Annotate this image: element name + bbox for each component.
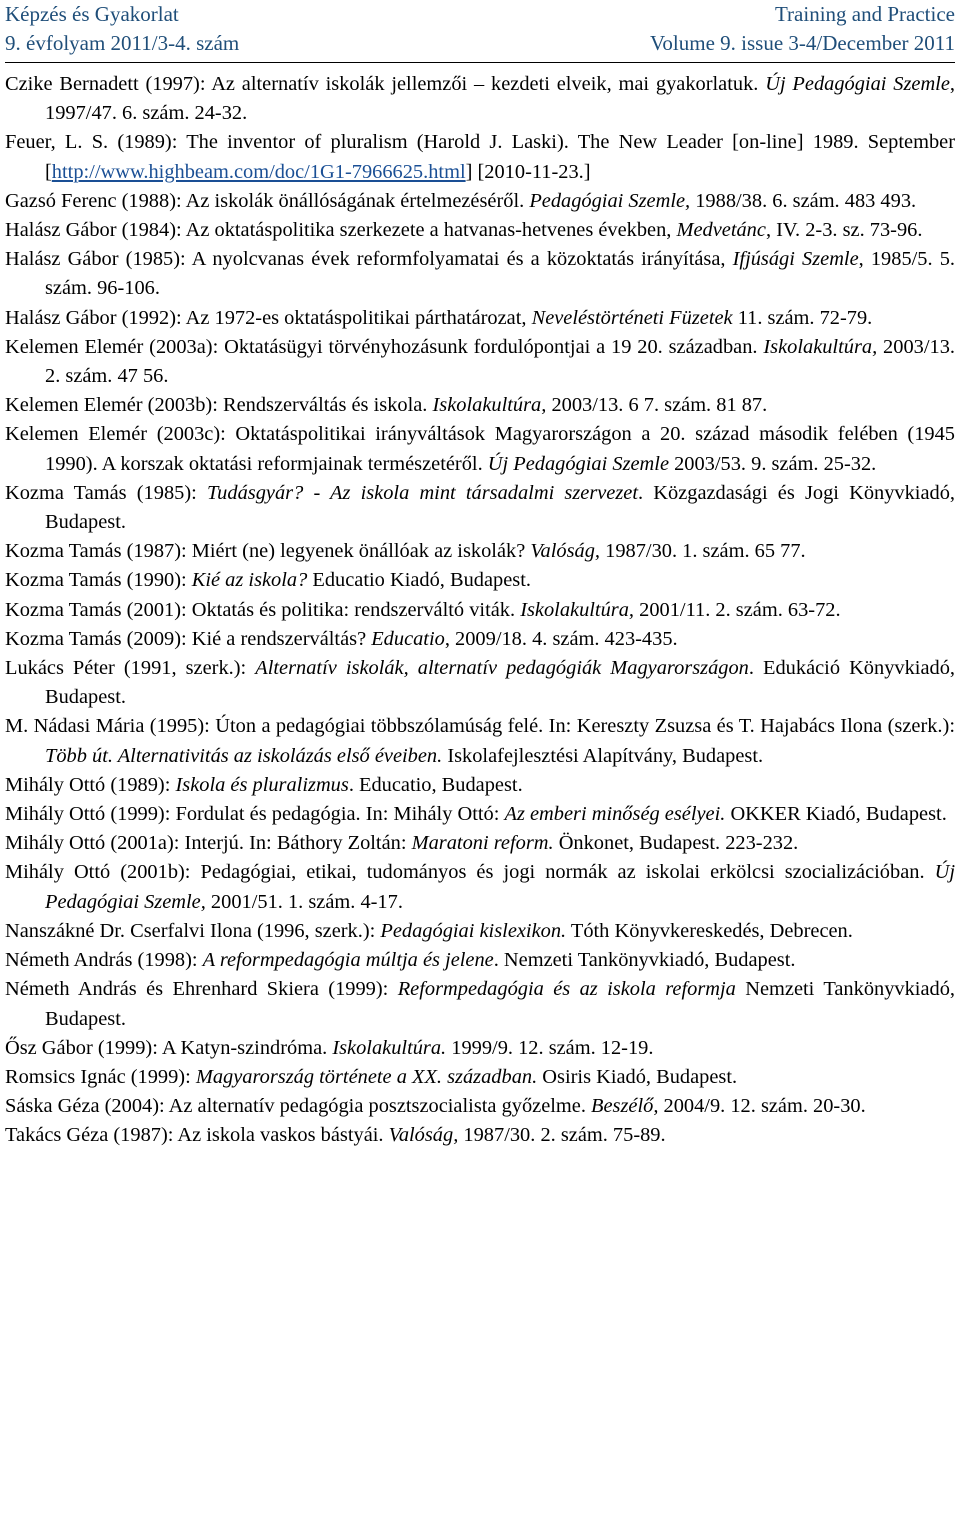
issue-info-en: Volume 9. issue 3-4/December 2011 [649, 31, 955, 55]
reference-text: Takács Géza (1987): Az iskola vaskos bástyái. [5, 1124, 389, 1147]
reference-text: Nanszákné Dr. Cserfalvi Ilona (1996, szerk.): [5, 919, 381, 942]
journal-title-en: Training and Practice [774, 2, 955, 26]
reference-text: Németh András (1998): [5, 949, 203, 972]
issue-info-hu: 9. évfolyam 2011/3-4. szám [5, 31, 240, 55]
reference-item [5, 858, 955, 916]
reference-text: Ősz Gábor (1999): A Katyn-szindróma. [5, 1036, 333, 1059]
reference-italic-title: Iskolakultúra, [520, 598, 635, 621]
reference-italic-title: Iskolakultúra. [332, 1036, 447, 1059]
reference-item [5, 712, 955, 770]
reference-text: Kozma Tamás (2009): Kié a rendszerváltás? [5, 627, 372, 650]
reference-text: Feuer, L. S. (1989): The inventor of pluralism (Harold J. Laski). The New Leader [on-line] 1989. September [ [5, 131, 955, 183]
reference-list [5, 70, 955, 1151]
reference-item [5, 800, 955, 829]
reference-item [5, 128, 955, 186]
header-row-1 [5, 0, 955, 29]
reference-item [5, 1034, 955, 1063]
reference-italic-title: Több út. Alternativitás az iskolázás első éveiben. [45, 744, 443, 767]
reference-item [5, 1121, 955, 1150]
reference-text: Kelemen Elemér (2003b): Rendszerváltás és iskola. [5, 394, 433, 417]
reference-text: . Educatio, Budapest. [348, 773, 523, 796]
reference-item [5, 596, 955, 625]
reference-text: Kozma Tamás (1987): Miért (ne) legyenek önállóak az iskolák? [5, 540, 531, 563]
reference-italic-title: Ifjúsági Szemle [732, 248, 859, 271]
reference-item [5, 829, 955, 858]
reference-italic-title: A reformpedagógia múltja és jelene [202, 949, 494, 972]
reference-item [5, 70, 955, 128]
reference-item [5, 245, 955, 303]
reference-item [5, 1092, 955, 1121]
reference-italic-title: Iskolakultúra, [763, 335, 878, 358]
reference-text: 11. szám. 72-79. [732, 306, 873, 329]
reference-italic-title: Medvetánc [676, 219, 766, 242]
reference-italic-title: Maratoni reform. [411, 832, 554, 855]
reference-text: 2001/11. 2. szám. 63-72. [634, 598, 841, 621]
reference-text: . Edukáció Könyvkiadó, Budapest. [45, 657, 955, 709]
reference-item [5, 946, 955, 975]
reference-text: 2004/9. 12. szám. 20-30. [658, 1095, 866, 1118]
reference-text: Önkonet, Budapest. 223-232. [553, 832, 799, 855]
reference-italic-title: Új Pedagógiai Szemle [765, 73, 950, 95]
reference-text: OKKER Kiadó, Budapest. [725, 803, 947, 826]
reference-item [5, 187, 955, 216]
reference-item [5, 654, 955, 712]
reference-text: 1987/30. 1. szám. 65 77. [600, 540, 806, 563]
reference-item [5, 391, 955, 420]
reference-text: Kelemen Elemér (2003c): Oktatáspolitikai irányváltások Magyarországon a 20. század második felében (1945 1990). A korszak oktatási reformjainak természetéről. [5, 423, 955, 475]
reference-text: Németh András és Ehrenhard Skiera (1999): [5, 978, 398, 1001]
reference-italic-title: Neveléstörténeti Füzetek [531, 306, 733, 329]
reference-text: Halász Gábor (1984): Az oktatáspolitika szerkezete a hatvanas-hetvenes években, [5, 219, 677, 242]
reference-text: Educatio Kiadó, Budapest. [307, 569, 531, 592]
reference-text: . Nemzeti Tankönyvkiadó, Budapest. [493, 949, 796, 972]
page-header [5, 0, 955, 58]
reference-text: Mihály Ottó (2001b): Pedagógiai, etikai, tudományos és jogi normák az iskolai erkölcsi szocializációban. [5, 861, 935, 884]
reference-italic-title: Reformpedagógia és az iskola reformja [397, 978, 736, 1001]
reference-italic-title: Magyarország története a XX. században. [195, 1065, 538, 1088]
reference-item [5, 216, 955, 245]
reference-text: Osiris Kiadó, Budapest. [537, 1065, 738, 1088]
reference-italic-title: Iskola és pluralizmus [175, 773, 349, 796]
reference-text: , 1997/47. 6. szám. 24-32. [45, 73, 955, 125]
journal-title-hu: Képzés és Gyakorlat [5, 2, 179, 26]
reference-item [5, 479, 955, 537]
reference-text: Kozma Tamás (1990): [5, 569, 192, 592]
reference-text: Romsics Ignác (1999): [5, 1065, 196, 1088]
reference-item [5, 771, 955, 800]
reference-text: , 2009/18. 4. szám. 423-435. [444, 627, 678, 650]
reference-text: 2003/13. 6 7. szám. 81 87. [546, 394, 768, 417]
reference-text: Halász Gábor (1985): A nyolcvanas évek reformfolyamatai és a közoktatás irányítása, [5, 248, 733, 271]
reference-text: Iskolafejlesztési Alapítvány, Budapest. [442, 744, 764, 767]
reference-text: M. Nádasi Mária (1995): Úton a pedagógiai többszólamúság felé. In: Kereszty Zsuzsa és T. Hajabács Ilona (szerk.): [5, 715, 955, 738]
reference-text: 1988/38. 6. szám. 483 493. [690, 189, 917, 212]
reference-text: ] [2010-11-23.] [465, 160, 591, 183]
reference-italic-title: Educatio [371, 627, 445, 650]
reference-text: , 1985/5. 5. szám. 96-106. [45, 248, 956, 300]
reference-text: Nemzeti Tankönyvkiadó, Budapest. [45, 978, 956, 1030]
reference-item [5, 917, 955, 946]
reference-text: Kozma Tamás (2001): Oktatás és politika: rendszerváltó viták. [5, 598, 521, 621]
reference-text: Sáska Géza (2004): Az alternatív pedagógia posztszocialista győzelme. [5, 1095, 592, 1118]
reference-item [5, 304, 955, 333]
reference-item [5, 420, 955, 478]
reference-text: 1987/30. 2. szám. 75-89. [458, 1124, 666, 1147]
reference-item [5, 566, 955, 595]
reference-text: Gazsó Ferenc (1988): Az iskolák önállóságának értelmezéséről. [5, 189, 530, 212]
reference-text: Lukács Péter (1991, szerk.): [5, 657, 256, 680]
reference-item [5, 333, 955, 391]
reference-url-link[interactable]: http://www.highbeam.com/doc/1G1-7966625.html [51, 160, 466, 183]
reference-italic-title: Kié az iskola? [191, 569, 308, 592]
reference-item [5, 975, 955, 1033]
reference-text: 2003/13. 2. szám. 47 56. [45, 335, 955, 388]
reference-italic-title: Valóság, [388, 1124, 459, 1147]
reference-italic-title: Iskolakultúra, [432, 394, 547, 417]
reference-text: . Közgazdasági és Jogi Könyvkiadó, Budapest. [45, 481, 956, 534]
reference-text: 1999/9. 12. szám. 12-19. [446, 1036, 654, 1059]
reference-italic-title: Alternatív iskolák, alternatív pedagógiák Magyarországon [255, 657, 749, 680]
reference-text: Kelemen Elemér (2003a): Oktatásügyi törvényhozásunk fordulópontjai a 19 20. században. [5, 335, 764, 358]
reference-text: Mihály Ottó (2001a): Interjú. In: Báthory Zoltán: [5, 832, 412, 855]
reference-italic-title: Beszélő, [591, 1095, 659, 1118]
reference-item [5, 625, 955, 654]
reference-text: 2003/53. 9. szám. 25-32. [669, 452, 877, 475]
header-divider [5, 62, 955, 63]
reference-text: Mihály Ottó (1999): Fordulat és pedagógia. In: Mihály Ottó: [5, 803, 505, 826]
reference-text: 2001/51. 1. szám. 4-17. [205, 890, 403, 913]
reference-item [5, 1063, 955, 1092]
header-row-2 [5, 29, 955, 58]
reference-italic-title: Új Pedagógiai Szemle, [45, 861, 955, 913]
reference-text: , IV. 2-3. sz. 73-96. [765, 219, 923, 242]
reference-italic-title: Új Pedagógiai Szemle [487, 452, 669, 475]
reference-italic-title: Az emberi minőség esélyei. [504, 803, 726, 826]
reference-text: Kozma Tamás (1985): [5, 481, 207, 504]
reference-italic-title: Pedagógiai Szemle, [529, 189, 691, 212]
reference-italic-title: Valóság, [530, 540, 601, 563]
reference-italic-title: Tudásgyár? - Az iskola mint társadalmi szervezet [206, 481, 639, 504]
reference-text: Tóth Könyvkereskedés, Debrecen. [566, 919, 853, 942]
reference-item [5, 537, 955, 566]
reference-italic-title: Pedagógiai kislexikon. [380, 919, 567, 942]
reference-text: Halász Gábor (1992): Az 1972-es oktatáspolitikai párthatározat, [5, 306, 532, 329]
reference-text: Mihály Ottó (1989): [5, 773, 176, 796]
reference-text: Czike Bernadett (1997): Az alternatív iskolák jellemzői – kezdeti elveik, mai gyakorlatuk. [5, 73, 766, 95]
